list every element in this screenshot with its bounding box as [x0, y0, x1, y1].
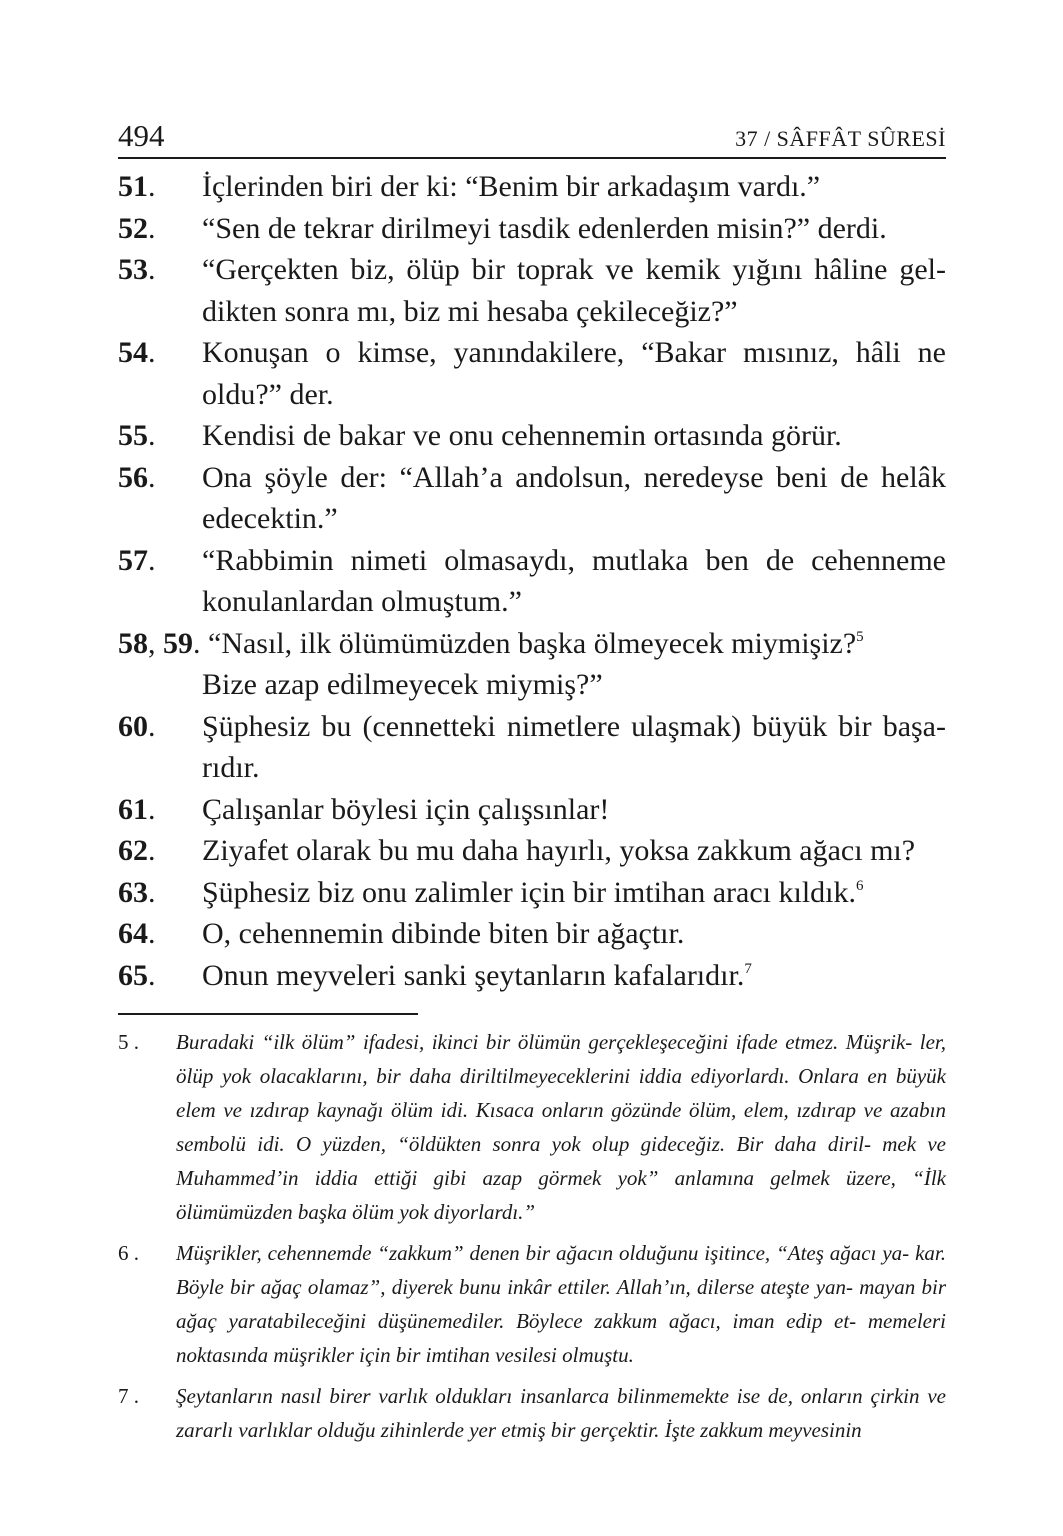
verse-number: 61: [118, 792, 148, 826]
footnote-rule: [118, 1013, 418, 1015]
footnote-text: Müşrikler, cehennemde “zakkum” denen bir ağacın olduğunu işitince, “Ateş ağacı ya- kar. Böyle bir ağaç olamaz”, diyerek bunu inkâr ettiler. Allah’ın, dilerse ateşte yan- mayan bir ağaç yaratabileceğini düşünemediler. Böylece zakkum ağacı, iman edip et- memeleri noktasında müşrikler için bir imtihan vesilesi olmuştu.: [176, 1241, 946, 1367]
verse-57: 57. “Rabbimin nimeti olmasaydı, mutlaka ben de cehenneme konulanlardan olmuştum.”: [118, 540, 946, 623]
footnote-list: [118, 1025, 946, 1454]
verse-text: Onun meyveleri sanki şeytanların kafalarıdır.: [202, 958, 745, 992]
verse-51: 51. İçlerinden biri der ki: “Benim bir arkadaşım vardı.”: [118, 166, 946, 208]
verse-number: 60: [118, 709, 148, 743]
verse-text: İçlerinden biri der ki: “Benim bir arkadaşım vardı.”: [202, 170, 821, 203]
verse-text: “Rabbimin nimeti olmasaydı, mutlaka ben de cehenneme konulanlardan olmuştum.”: [202, 543, 946, 618]
verse-text: Ziyafet olarak bu mu daha hayırlı, yoksa zakkum ağacı mı?: [202, 834, 916, 867]
footnote-text: Buradaki “ilk ölüm” ifadesi, ikinci bir ölümün gerçekleşeceğini ifade etmez. Müşrik- ler, ölüp yok olacaklarını, bir daha diriltilmeyeceklerini iddia ediyorlardı. Onlara en büyük elem ve ızdırap kaynağı ölüm idi. Kısaca onların gözünde ölüm, elem, ızdırap ve azabın sembolü idi. O yüzden, “öldükten sonra yok olup gideceğiz. Bir daha diril- mek ve Muhammed’in iddia ettiği gibi azap görmek yok” anlamına gelmek üzere, “İlk ölümümüzden başka ölüm yok diyorlardı.”: [176, 1030, 946, 1224]
footnote-ref[interactable]: 7: [744, 960, 752, 977]
verse-56: 56. Ona şöyle der: “Allah’a andolsun, neredeyse beni de helâk edecektin.”: [118, 457, 946, 540]
verse-text: O, cehennemin dibinde biten bir ağaçtır.: [202, 917, 685, 950]
footnote-5: [118, 1025, 946, 1229]
verse-number: 53: [118, 253, 148, 286]
verse-number: 62: [118, 834, 148, 867]
verse-text: Şüphesiz bu (cennetteki nimetlere ulaşmak) büyük bir başa- rıdır.: [202, 709, 946, 784]
verse-61: 61. Çalışanlar böylesi için çalışsınlar!: [118, 789, 946, 831]
verse-number: 56: [118, 460, 148, 494]
footnote-number: 7 .: [118, 1384, 139, 1408]
verse-text-line: Bize azap edilmeyecek miymiş?”: [202, 668, 603, 701]
page-header: [118, 118, 946, 158]
verse-62: 62. Ziyafet olarak bu mu daha hayırlı, yoksa zakkum ağacı mı?: [118, 830, 946, 872]
verse-number: 59: [163, 626, 193, 660]
verse-number: 51: [118, 170, 148, 203]
footnote-ref[interactable]: 6: [856, 877, 864, 894]
footnote-ref[interactable]: 5: [856, 628, 864, 645]
verse-number: 57: [118, 543, 148, 577]
verse-number: 64: [118, 917, 148, 950]
verse-65: 65. Onun meyveleri sanki şeytanların kafalarıdır.$^7$: [118, 958, 752, 992]
footnote-number: 6 .: [118, 1241, 139, 1265]
verse-list: [118, 166, 946, 996]
footnote-number: 5 .: [118, 1030, 139, 1054]
verse-number: 52: [118, 211, 148, 245]
verse-number: 54: [118, 336, 148, 369]
verse-number: 55: [118, 419, 148, 452]
page-number: 494: [118, 118, 165, 153]
verse-text: “Gerçekten biz, ölüp bir toprak ve kemik yığını hâline gel- dikten sonra mı, biz mi hesaba çekileceğiz?”: [202, 253, 946, 328]
footnote-6: [118, 1236, 946, 1372]
verse-53: 53. “Gerçekten biz, ölüp bir toprak ve kemik yığını hâline gel- dikten sonra mı, biz mi hesaba çekileceğiz?”: [118, 249, 946, 332]
running-head: 37 / SÂFFÂT SÛRESİ: [735, 126, 946, 151]
footnote-text: Şeytanların nasıl birer varlık oldukları insanlarca bilinmemekte ise de, onların çirkin ve zararlı varlıklar olduğu zihinlerde yer etmiş bir gerçektir. İşte zakkum meyvesinin: [176, 1384, 946, 1442]
verse-text-line: “Nasıl, ilk ölümümüzden başka ölmeyecek miymişiz?: [208, 626, 857, 660]
verse-60: 60. Şüphesiz bu (cennetteki nimetlere ulaşmak) büyük bir başa- rıdır.: [118, 706, 946, 789]
verse-number: 63: [118, 875, 148, 909]
verse-52: 52. “Sen de tekrar dirilmeyi tasdik edenlerden misin?” derdi.: [118, 208, 946, 250]
verse-text: Kendisi de bakar ve onu cehennemin ortasında görür.: [202, 419, 842, 452]
verse-text: Konuşan o kimse, yanındakilere, “Bakar mısınız, hâli ne oldu?” der.: [202, 336, 946, 411]
verse-text: Ona şöyle der: “Allah’a andolsun, neredeyse beni de helâk edecektin.”: [202, 460, 946, 535]
verse-number: 58: [118, 626, 148, 660]
verse-text: Çalışanlar böylesi için çalışsınlar!: [202, 792, 610, 826]
verse-64: 64. O, cehennemin dibinde biten bir ağaçtır.: [118, 913, 946, 955]
header-rule: [118, 157, 946, 159]
verse-55: 55. Kendisi de bakar ve onu cehennemin ortasında görür.: [118, 415, 946, 457]
verse-number: 65: [118, 958, 148, 992]
verse-text: Şüphesiz biz onu zalimler için bir imtihan aracı kıldık.: [202, 875, 856, 909]
verse-54: 54. Konuşan o kimse, yanındakilere, “Bakar mısınız, hâli ne oldu?” der.: [118, 332, 946, 415]
verse-text: “Sen de tekrar dirilmeyi tasdik edenlerden misin?” derdi.: [202, 211, 887, 245]
verse-58-59: 58, 59. “Nasıl, ilk ölümümüzden başka ölmeyecek miymişiz?$^5$ Bize azap edilmeyecek miymiş?”: [118, 623, 946, 706]
verse-63: 63. Şüphesiz biz onu zalimler için bir imtihan aracı kıldık.$^6$: [118, 875, 864, 909]
footnote-7: [118, 1379, 946, 1447]
